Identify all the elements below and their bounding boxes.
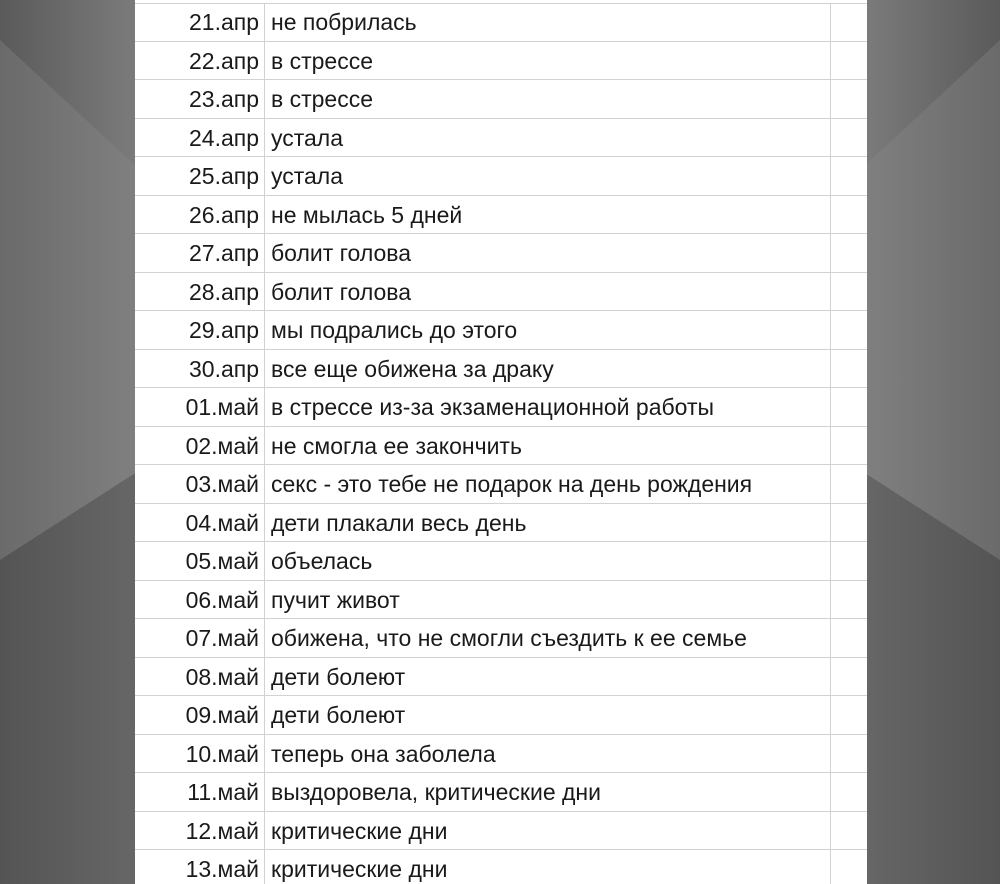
date-cell[interactable]: 07.май xyxy=(135,619,265,657)
table-row xyxy=(135,619,867,658)
date-cell[interactable]: 06.май xyxy=(135,581,265,619)
empty-cell[interactable] xyxy=(831,504,867,542)
table-row xyxy=(135,581,867,620)
table-row xyxy=(135,3,867,42)
empty-cell[interactable] xyxy=(831,234,867,272)
table-row xyxy=(135,812,867,851)
empty-cell[interactable] xyxy=(831,581,867,619)
spreadsheet xyxy=(135,0,867,884)
table-row xyxy=(135,350,867,389)
date-cell[interactable]: 01.май xyxy=(135,388,265,426)
date-cell[interactable]: 03.май xyxy=(135,465,265,503)
note-cell[interactable]: объелась xyxy=(265,542,831,580)
empty-cell[interactable] xyxy=(831,196,867,234)
empty-cell[interactable] xyxy=(831,619,867,657)
note-cell[interactable]: дети болеют xyxy=(265,696,831,734)
empty-cell[interactable] xyxy=(831,311,867,349)
table-row xyxy=(135,504,867,543)
table-row xyxy=(135,427,867,466)
date-cell[interactable]: 08.май xyxy=(135,658,265,696)
empty-cell[interactable] xyxy=(831,273,867,311)
date-cell[interactable]: 05.май xyxy=(135,542,265,580)
empty-cell[interactable] xyxy=(831,465,867,503)
note-cell[interactable]: не побрилась xyxy=(265,3,831,41)
table-row xyxy=(135,234,867,273)
empty-cell[interactable] xyxy=(831,850,867,884)
table-row xyxy=(135,542,867,581)
date-cell[interactable]: 04.май xyxy=(135,504,265,542)
table-row xyxy=(135,119,867,158)
note-cell[interactable]: дети плакали весь день xyxy=(265,504,831,542)
empty-cell[interactable] xyxy=(831,80,867,118)
date-cell[interactable]: 29.апр xyxy=(135,311,265,349)
table-row xyxy=(135,658,867,697)
table-row xyxy=(135,311,867,350)
table-row xyxy=(135,42,867,81)
table-row xyxy=(135,273,867,312)
empty-cell[interactable] xyxy=(831,350,867,388)
date-cell[interactable]: 25.апр xyxy=(135,157,265,195)
table-row xyxy=(135,735,867,774)
empty-cell[interactable] xyxy=(831,3,867,41)
note-cell[interactable]: болит голова xyxy=(265,234,831,272)
note-cell[interactable]: секс - это тебе не подарок на день рождения xyxy=(265,465,831,503)
note-cell[interactable]: устала xyxy=(265,119,831,157)
date-cell[interactable]: 02.май xyxy=(135,427,265,465)
empty-cell[interactable] xyxy=(831,735,867,773)
date-cell[interactable]: 13.май xyxy=(135,850,265,884)
empty-cell[interactable] xyxy=(831,812,867,850)
table-row xyxy=(135,773,867,812)
date-cell[interactable]: 22.апр xyxy=(135,42,265,80)
table-row xyxy=(135,157,867,196)
empty-cell[interactable] xyxy=(831,388,867,426)
note-cell[interactable]: дети болеют xyxy=(265,658,831,696)
empty-cell[interactable] xyxy=(831,42,867,80)
note-cell[interactable]: критические дни xyxy=(265,812,831,850)
date-cell[interactable]: 26.апр xyxy=(135,196,265,234)
note-cell[interactable]: болит голова xyxy=(265,273,831,311)
empty-cell[interactable] xyxy=(831,658,867,696)
empty-cell[interactable] xyxy=(831,696,867,734)
note-cell[interactable]: теперь она заболела xyxy=(265,735,831,773)
note-cell[interactable]: пучит живот xyxy=(265,581,831,619)
note-cell[interactable]: в стрессе xyxy=(265,42,831,80)
note-cell[interactable]: в стрессе xyxy=(265,80,831,118)
date-cell[interactable]: 27.апр xyxy=(135,234,265,272)
spreadsheet-rows xyxy=(135,3,867,884)
note-cell[interactable]: не смогла ее закончить xyxy=(265,427,831,465)
table-row xyxy=(135,196,867,235)
note-cell[interactable]: не мылась 5 дней xyxy=(265,196,831,234)
date-cell[interactable]: 24.апр xyxy=(135,119,265,157)
date-cell[interactable]: 28.апр xyxy=(135,273,265,311)
date-cell[interactable]: 12.май xyxy=(135,812,265,850)
table-row xyxy=(135,696,867,735)
empty-cell[interactable] xyxy=(831,427,867,465)
empty-cell[interactable] xyxy=(831,157,867,195)
note-cell[interactable]: обижена, что не смогли съездить к ее семье xyxy=(265,619,831,657)
note-cell[interactable]: устала xyxy=(265,157,831,195)
note-cell[interactable]: все еще обижена за драку xyxy=(265,350,831,388)
table-row xyxy=(135,388,867,427)
empty-cell[interactable] xyxy=(831,773,867,811)
note-cell[interactable]: мы подрались до этого xyxy=(265,311,831,349)
date-cell[interactable]: 23.апр xyxy=(135,80,265,118)
empty-cell[interactable] xyxy=(831,119,867,157)
table-row xyxy=(135,850,867,884)
note-cell[interactable]: в стрессе из-за экзаменационной работы xyxy=(265,388,831,426)
note-cell[interactable]: выздоровела, критические дни xyxy=(265,773,831,811)
date-cell[interactable]: 11.май xyxy=(135,773,265,811)
empty-cell[interactable] xyxy=(831,542,867,580)
date-cell[interactable]: 09.май xyxy=(135,696,265,734)
note-cell[interactable]: критические дни xyxy=(265,850,831,884)
table-row xyxy=(135,80,867,119)
date-cell[interactable]: 30.апр xyxy=(135,350,265,388)
table-row xyxy=(135,465,867,504)
date-cell[interactable]: 10.май xyxy=(135,735,265,773)
date-cell[interactable]: 21.апр xyxy=(135,3,265,41)
